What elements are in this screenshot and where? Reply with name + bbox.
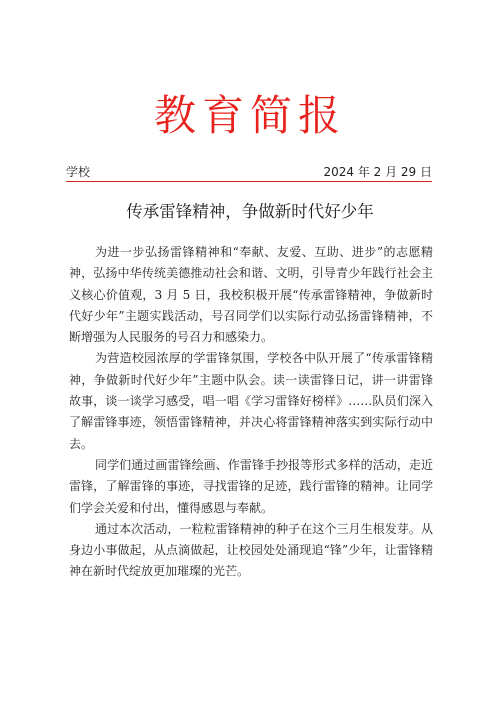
issue-date: 2024 年 2 月 29 日 [323, 165, 432, 179]
article-paragraph: 同学们通过画雷锋绘画、作雷锋手抄报等形式多样的活动，走近雷锋，了解雷锋的事迹，寻找雷锋的足迹，践行雷锋的精神。让同学们学会关爱和付出，懂得感恩与奉献。 [69, 457, 433, 515]
article-paragraph: 为营造校园浓厚的学雷锋氛围，学校各中队开展了“传承雷锋精神，争做新时代好少年”主题中队会。读一读雷锋日记，讲一讲雷锋故事，谈一谈学习感受，唱一唱《学习雷锋好榜样》……队员们深入了解雷锋事迹，领悟雷锋精神，并决心将雷锋精神落实到实际行动中去。 [69, 351, 433, 451]
newsletter-masthead-title: 教育简报 [153, 91, 346, 140]
issue-meta-row [66, 164, 432, 180]
article-paragraph: 通过本次活动，一粒粒雷锋精神的种子在这个三月生根发芽。从身边小事做起，从点滴做起，让校园处处涌现追“锋”少年，让雷锋精神在新时代绽放更加璀璨的光芒。 [69, 521, 433, 579]
article-paragraph: 为进一步弘扬雷锋精神和“奉献、友爱、互助、进步”的志愿精神，弘扬中华传统美德推动社会和谐、文明，引导青少年践行社会主义核心价值观，3 月 5 日，我校积极开展“传承雷锋精神，争做新时代好少年”主题实践活动，号召同学们以实际行动弘扬雷锋精神，不断增强为人民服务的号召力和感染力。 [69, 245, 433, 345]
article-body [69, 242, 433, 583]
school-label: 学校 [66, 165, 91, 179]
article-headline: 传承雷锋精神，争做新时代好少年 [126, 202, 374, 221]
masthead-divider [66, 181, 432, 182]
